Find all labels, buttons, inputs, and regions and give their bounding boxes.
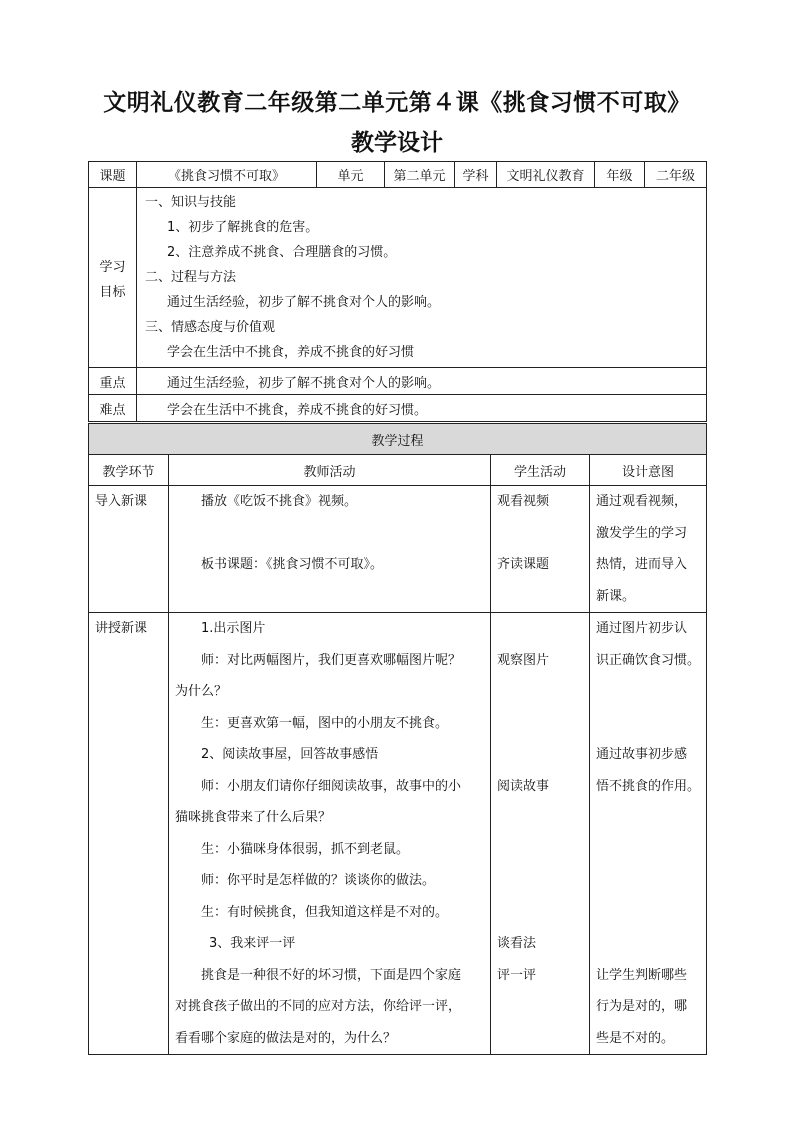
doc-title-line1: 文明礼仪教育二年级第二单元第４课《挑食习惯不可取》 (103, 89, 691, 116)
intent-line: 新课。 (596, 588, 636, 604)
process-heading: 教学过程 (89, 424, 707, 455)
intent-line (596, 897, 706, 929)
teach-design-intent (590, 613, 707, 1055)
intent-line: 识正确饮食习惯。 (596, 652, 701, 668)
activity-line: 生：更喜欢第一幅，图中的小朋友不挑食。 (201, 715, 449, 731)
student-line (497, 834, 589, 866)
activity-line: 猫咪挑食带来了什么后果？ (175, 810, 332, 825)
student-line (497, 802, 589, 834)
intent-line (596, 865, 706, 897)
goals-label-1: 学习 (99, 259, 126, 275)
goals-label-2: 目标 (99, 284, 126, 300)
col-student-header: 学生活动 (491, 455, 590, 486)
activity-line (169, 581, 490, 613)
student-line (497, 739, 589, 771)
student-line (497, 676, 589, 708)
key-point-text: 通过生活经验，初步了解不挑食对个人的影响。 (137, 368, 707, 395)
goals-label (89, 188, 137, 368)
goal-line: 二、过程与方法 (145, 270, 237, 285)
activity-line: 生：有时候挑食，但我知道这样是不对的。 (201, 904, 449, 920)
grade-value: 二年级 (645, 162, 707, 188)
goal-line: 1、初步了解挑食的危害。 (167, 220, 319, 235)
intent-line (596, 928, 706, 960)
activity-line: 板书课题：《挑食习惯不可取》。 (201, 557, 384, 572)
student-line: 齐读课题 (497, 557, 550, 572)
activity-line: 生：小猫咪身体很弱，抓不到老鼠。 (201, 841, 410, 857)
doc-title-line2: 教学设计 (351, 129, 443, 156)
subject-label: 学科 (455, 162, 497, 188)
student-line: 谈看法 (497, 936, 537, 951)
goal-line: 三、情感态度与价值观 (145, 320, 276, 335)
teach-step (89, 613, 169, 1055)
subject-value: 文明礼仪教育 (497, 162, 595, 188)
intro-step-label: 导入新课 (95, 494, 148, 509)
intent-line (596, 834, 706, 866)
lesson-info-table (88, 161, 707, 422)
difficulty-label: 难点 (89, 395, 137, 422)
activity-line: 师：对比两幅图片，我们更喜欢哪幅图片呢？ (201, 652, 462, 668)
intent-line (596, 802, 706, 834)
activity-line: 师：你平时是怎样做的？谈谈你的做法。 (201, 873, 436, 888)
topic-label: 课题 (89, 162, 137, 188)
activity-line: 为什么？ (175, 684, 228, 699)
col-intent-header: 设计意图 (590, 455, 707, 486)
intent-line (596, 676, 706, 708)
key-point-label: 重点 (89, 368, 137, 395)
intent-line: 让学生判断哪些 (596, 967, 688, 983)
intent-line: 激发学生的学习 (596, 525, 688, 541)
student-line: 观看视频 (497, 494, 550, 509)
unit-label: 单元 (317, 162, 385, 188)
student-line (497, 897, 589, 929)
student-line (497, 991, 589, 1023)
teach-student-activity (491, 613, 590, 1055)
student-line (497, 1023, 589, 1055)
intent-line: 些是不对的。 (596, 1030, 675, 1046)
topic-value: 《挑食习惯不可取》 (137, 162, 317, 188)
student-line: 评一评 (497, 967, 537, 983)
intent-line (596, 708, 706, 740)
student-line (497, 613, 589, 645)
goal-line: 学会在生活中不挑食，养成不挑食的好习惯 (167, 345, 415, 360)
student-line (497, 518, 589, 550)
intent-line: 热情，进而导入 (596, 557, 688, 572)
activity-line (169, 518, 490, 550)
col-teacher-header: 教师活动 (169, 455, 491, 486)
student-line: 观察图片 (497, 652, 550, 668)
teach-step-label: 讲授新课 (95, 621, 148, 636)
activity-line: 2、阅读故事屋，回答故事感悟 (201, 747, 379, 762)
intro-teacher-activity (169, 486, 491, 613)
student-line (497, 581, 589, 613)
student-line (497, 865, 589, 897)
activity-line: 1.出示图片 (201, 621, 266, 636)
intro-student-activity (491, 486, 590, 613)
activity-line: 对挑食孩子做出的不同的应对方法，你给评一评， (175, 999, 462, 1014)
intent-line: 通过图片初步认 (596, 621, 688, 636)
student-line (497, 708, 589, 740)
goals-content (137, 188, 707, 368)
goal-line: 2、注意养成不挑食、合理膳食的习惯。 (167, 245, 397, 260)
difficulty-text: 学会在生活中不挑食，养成不挑食的好习惯。 (137, 395, 707, 422)
goal-line: 通过生活经验，初步了解不挑食对个人的影响。 (167, 295, 441, 310)
teaching-process-table (88, 423, 707, 1055)
activity-line: 看看哪个家庭的做法是对的，为什么？ (175, 1030, 397, 1046)
unit-value: 第二单元 (385, 162, 455, 188)
intent-line: 悟不挑食的作用。 (596, 778, 701, 794)
col-step-header: 教学环节 (89, 455, 169, 486)
grade-label: 年级 (595, 162, 645, 188)
intent-line: 通过故事初步感 (596, 747, 688, 762)
student-line: 阅读故事 (497, 778, 550, 794)
activity-line: 3、我来评一评 (209, 936, 296, 951)
intro-step (89, 486, 169, 613)
intro-design-intent (590, 486, 707, 613)
intent-line: 通过观看视频， (596, 494, 688, 509)
intent-line: 行为是对的，哪 (596, 999, 688, 1014)
goal-line: 一、知识与技能 (145, 195, 237, 210)
activity-line: 播放《吃饭不挑食》视频。 (201, 494, 358, 509)
activity-line: 师：小朋友们请你仔细阅读故事，故事中的小 (201, 778, 462, 794)
activity-line: 挑食是一种很不好的坏习惯，下面是四个家庭 (201, 967, 462, 983)
teach-teacher-activity (169, 613, 491, 1055)
